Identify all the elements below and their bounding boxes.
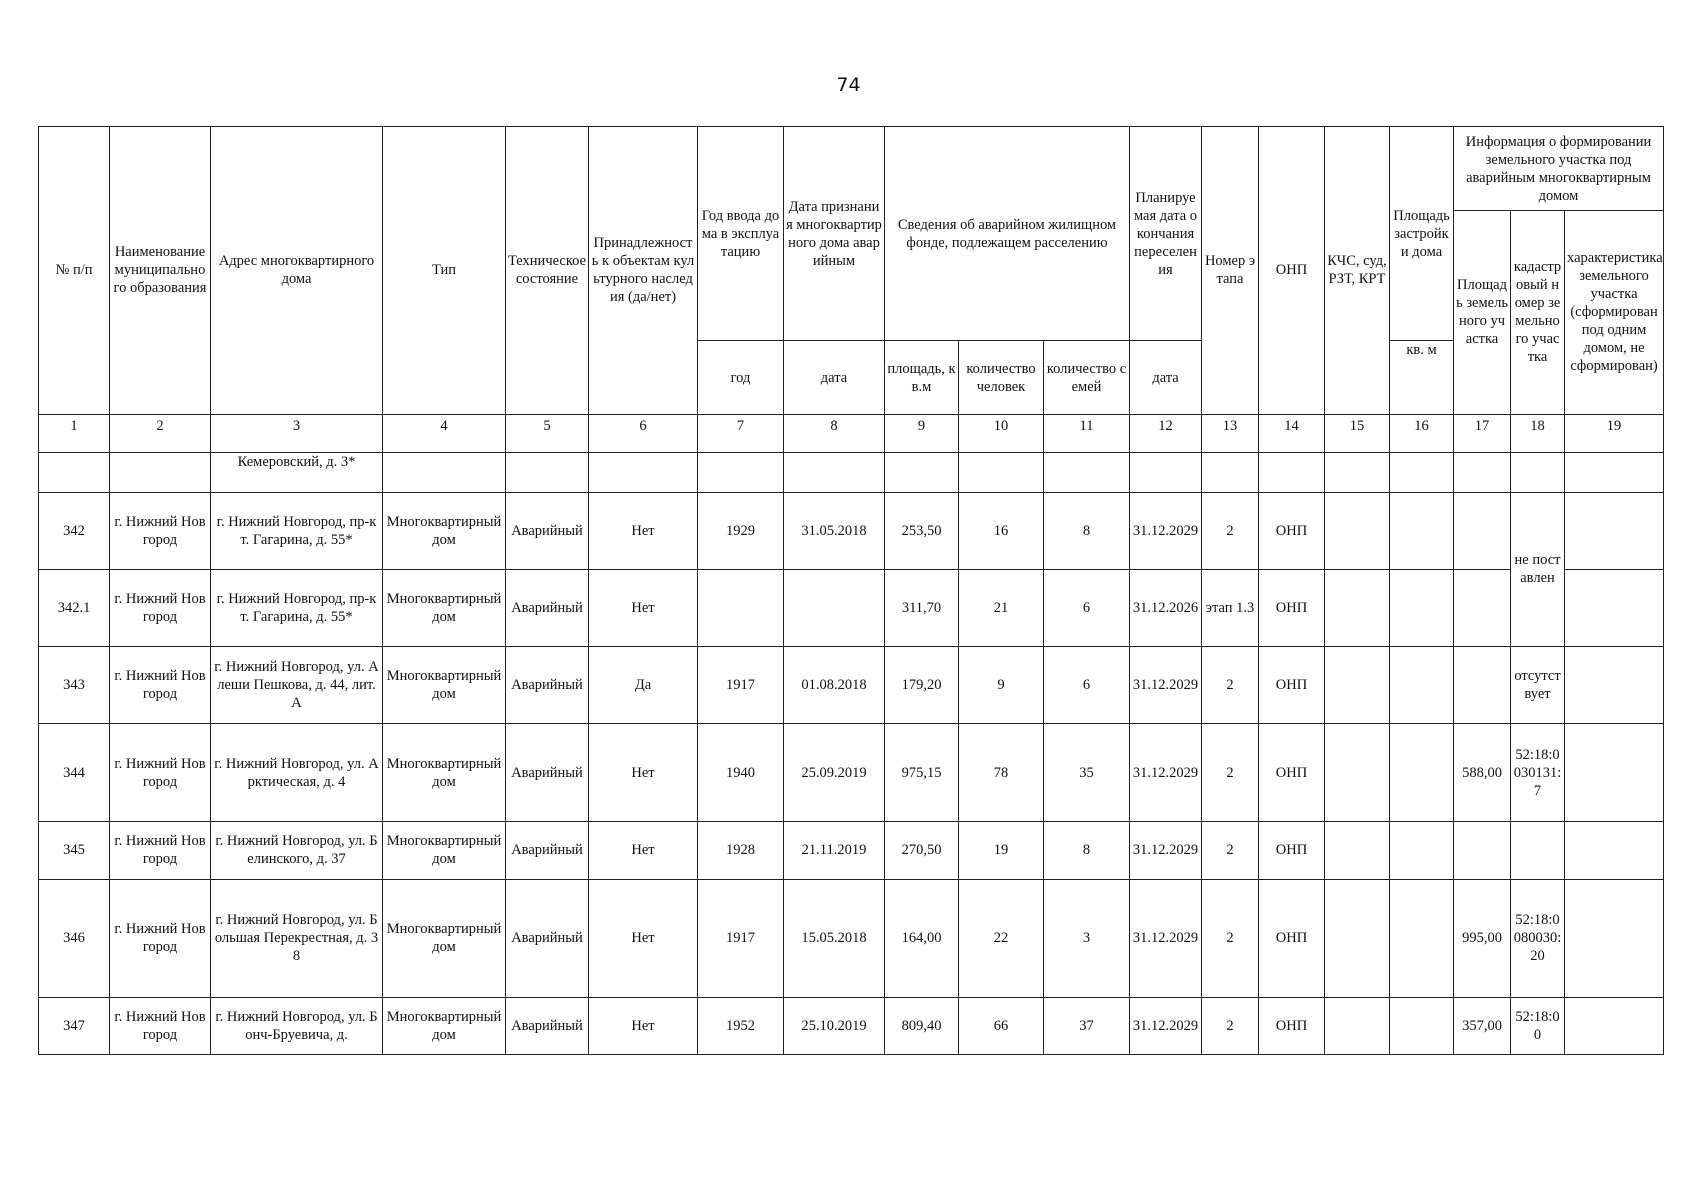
area-cell: 164,00 <box>885 879 959 997</box>
subheader-year: год <box>698 341 784 414</box>
stage-cell: 2 <box>1202 647 1259 724</box>
stage-cell: 2 <box>1202 492 1259 569</box>
people-cell: 78 <box>959 724 1044 822</box>
table-row <box>39 997 1664 1054</box>
type-cell: Многоквартирный дом <box>383 997 506 1054</box>
condition-cell: Аварийный <box>506 647 589 724</box>
table-row <box>39 569 1664 646</box>
families-cell: 35 <box>1044 724 1130 822</box>
people-cell: 9 <box>959 647 1044 724</box>
emergency-housing-table <box>38 126 1664 1055</box>
col-number: 7 <box>698 414 784 452</box>
stage-cell: этап 1.3 <box>1202 569 1259 646</box>
col-header-commission-year: Год ввода дома в эксплуатацию <box>698 127 784 341</box>
municipality-cell: г. Нижний Новгород <box>110 879 211 997</box>
onp-cell: ОНП <box>1259 647 1325 724</box>
condition-cell: Аварийный <box>506 724 589 822</box>
heritage-cell: Нет <box>589 822 698 879</box>
cadastral-cell: 52:18:0080030:20 <box>1511 879 1565 997</box>
subheader-people: количество человек <box>959 341 1044 414</box>
col-number: 19 <box>1565 414 1664 452</box>
date-cell <box>784 569 885 646</box>
col-header-planned-date: Планируемая дата окончания переселения <box>1130 127 1202 341</box>
row-number: 346 <box>39 879 110 997</box>
col-header-cadastral-number: кадастровый номер земельного участка <box>1511 211 1565 414</box>
onp-cell: ОНП <box>1259 724 1325 822</box>
municipality-cell: г. Нижний Новгород <box>110 997 211 1054</box>
col-number: 6 <box>589 414 698 452</box>
year-cell: 1940 <box>698 724 784 822</box>
address-cell: г. Нижний Новгород, ул. Большая Перекрестная, д. 38 <box>211 879 383 997</box>
row-number: 345 <box>39 822 110 879</box>
onp-cell: ОНП <box>1259 822 1325 879</box>
area-cell: 311,70 <box>885 569 959 646</box>
type-cell: Многоквартирный дом <box>383 822 506 879</box>
row-number: 347 <box>39 997 110 1054</box>
address-cell: г. Нижний Новгород, пр-кт. Гагарина, д. 55* <box>211 492 383 569</box>
col-header-land-characteristic: характеристика земельного участка (сформирован под одним домом, не сформирован) <box>1565 211 1664 414</box>
year-cell: 1952 <box>698 997 784 1054</box>
col-number: 15 <box>1325 414 1390 452</box>
row-number: 343 <box>39 647 110 724</box>
type-cell: Многоквартирный дом <box>383 569 506 646</box>
col-number: 4 <box>383 414 506 452</box>
table-row <box>39 492 1664 569</box>
table-row <box>39 647 1664 724</box>
col-header-building-area: Площадь застройки дома <box>1390 127 1454 341</box>
area-cell: 179,20 <box>885 647 959 724</box>
people-cell: 22 <box>959 879 1044 997</box>
row-number: 344 <box>39 724 110 822</box>
col-number: 10 <box>959 414 1044 452</box>
col-header-emergency-fund: Сведения об аварийном жилищном фонде, подлежащем расселению <box>885 127 1130 341</box>
col-number: 14 <box>1259 414 1325 452</box>
type-cell: Многоквартирный дом <box>383 647 506 724</box>
planned-date-cell: 31.12.2029 <box>1130 492 1202 569</box>
heritage-cell: Нет <box>589 569 698 646</box>
heritage-cell: Да <box>589 647 698 724</box>
planned-date-cell: 31.12.2029 <box>1130 822 1202 879</box>
col-number: 16 <box>1390 414 1454 452</box>
heritage-cell: Нет <box>589 724 698 822</box>
people-cell: 66 <box>959 997 1044 1054</box>
cadastral-cell: 52:18:0030131:7 <box>1511 724 1565 822</box>
col-header-land-plot-info: Информация о формировании земельного участка под аварийным многоквартирным домом <box>1454 127 1664 211</box>
subheader-families: количество семей <box>1044 341 1130 414</box>
col-header-kchs: КЧС, суд, РЗТ, КРТ <box>1325 127 1390 415</box>
type-cell: Многоквартирный дом <box>383 879 506 997</box>
address-cell: г. Нижний Новгород, ул. Бонч-Бруевича, д. <box>211 997 383 1054</box>
planned-date-cell: 31.12.2029 <box>1130 647 1202 724</box>
onp-cell: ОНП <box>1259 492 1325 569</box>
type-cell: Многоквартирный дом <box>383 492 506 569</box>
onp-cell: ОНП <box>1259 569 1325 646</box>
col-header-address: Адрес многоквартирного дома <box>211 127 383 415</box>
planned-date-cell: 31.12.2029 <box>1130 997 1202 1054</box>
year-cell: 1928 <box>698 822 784 879</box>
date-cell: 15.05.2018 <box>784 879 885 997</box>
land-area-cell: 588,00 <box>1454 724 1511 822</box>
planned-date-cell: 31.12.2026 <box>1130 569 1202 646</box>
date-cell: 31.05.2018 <box>784 492 885 569</box>
area-cell: 253,50 <box>885 492 959 569</box>
table-row <box>39 724 1664 822</box>
col-number: 12 <box>1130 414 1202 452</box>
col-number: 8 <box>784 414 885 452</box>
people-cell: 21 <box>959 569 1044 646</box>
col-header-municipality: Наименование муниципального образования <box>110 127 211 415</box>
col-header-onp: ОНП <box>1259 127 1325 415</box>
year-cell: 1917 <box>698 647 784 724</box>
families-cell: 6 <box>1044 569 1130 646</box>
col-number: 9 <box>885 414 959 452</box>
col-header-emergency-date: Дата признания многоквартирного дома аварийным <box>784 127 885 341</box>
col-header-type: Тип <box>383 127 506 415</box>
date-cell: 21.11.2019 <box>784 822 885 879</box>
condition-cell: Аварийный <box>506 822 589 879</box>
land-area-cell: 357,00 <box>1454 997 1511 1054</box>
year-cell: 1917 <box>698 879 784 997</box>
condition-cell: Аварийный <box>506 569 589 646</box>
heritage-cell: Нет <box>589 997 698 1054</box>
cadastral-cell: отсутствует <box>1511 647 1565 724</box>
municipality-cell: г. Нижний Новгород <box>110 822 211 879</box>
table-row <box>39 879 1664 997</box>
area-cell: 270,50 <box>885 822 959 879</box>
col-number: 3 <box>211 414 383 452</box>
year-cell <box>698 569 784 646</box>
cadastral-cell: 52:18:00 <box>1511 997 1565 1054</box>
type-cell: Многоквартирный дом <box>383 724 506 822</box>
page-number: 74 <box>836 74 861 96</box>
col-header-number: № п/п <box>39 127 110 415</box>
col-number: 1 <box>39 414 110 452</box>
onp-cell: ОНП <box>1259 879 1325 997</box>
col-number: 11 <box>1044 414 1130 452</box>
stage-cell: 2 <box>1202 997 1259 1054</box>
date-cell: 25.10.2019 <box>784 997 885 1054</box>
col-header-stage: Номер этапа <box>1202 127 1259 415</box>
subheader-date: дата <box>784 341 885 414</box>
area-cell: 975,15 <box>885 724 959 822</box>
families-cell: 3 <box>1044 879 1130 997</box>
cadastral-cell: не поставлен <box>1511 492 1565 646</box>
date-cell: 25.09.2019 <box>784 724 885 822</box>
col-header-heritage: Принадлежность к объектам культурного наследия (да/нет) <box>589 127 698 415</box>
planned-date-cell: 31.12.2029 <box>1130 879 1202 997</box>
condition-cell: Аварийный <box>506 997 589 1054</box>
row-number: 342 <box>39 492 110 569</box>
address-cell: г. Нижний Новгород, ул. Алеши Пешкова, д. 44, лит. А <box>211 647 383 724</box>
municipality-cell: г. Нижний Новгород <box>110 647 211 724</box>
heritage-cell: Нет <box>589 492 698 569</box>
stage-cell: 2 <box>1202 822 1259 879</box>
area-cell: 809,40 <box>885 997 959 1054</box>
people-cell: 19 <box>959 822 1044 879</box>
date-cell: 01.08.2018 <box>784 647 885 724</box>
families-cell: 37 <box>1044 997 1130 1054</box>
col-header-condition: Техническое состояние <box>506 127 589 415</box>
planned-date-cell: 31.12.2029 <box>1130 724 1202 822</box>
col-number: 13 <box>1202 414 1259 452</box>
subheader-planned-date: дата <box>1130 341 1202 414</box>
municipality-cell: г. Нижний Новгород <box>110 569 211 646</box>
stage-cell: 2 <box>1202 879 1259 997</box>
families-cell: 6 <box>1044 647 1130 724</box>
subheader-area: площадь, кв.м <box>885 341 959 414</box>
municipality-cell: г. Нижний Новгород <box>110 724 211 822</box>
table-row <box>39 822 1664 879</box>
families-cell: 8 <box>1044 492 1130 569</box>
address-cell: г. Нижний Новгород, пр-кт. Гагарина, д. 55* <box>211 569 383 646</box>
stage-cell: 2 <box>1202 724 1259 822</box>
condition-cell: Аварийный <box>506 879 589 997</box>
people-cell: 16 <box>959 492 1044 569</box>
col-header-land-area: Площадь земельного участка <box>1454 211 1511 414</box>
families-cell: 8 <box>1044 822 1130 879</box>
col-number: 18 <box>1511 414 1565 452</box>
heritage-cell: Нет <box>589 879 698 997</box>
address-cell: г. Нижний Новгород, ул. Арктическая, д. 4 <box>211 724 383 822</box>
address-cell: Кемеровский, д. 3* <box>211 452 383 492</box>
condition-cell: Аварийный <box>506 492 589 569</box>
col-number: 17 <box>1454 414 1511 452</box>
address-cell: г. Нижний Новгород, ул. Белинского, д. 37 <box>211 822 383 879</box>
subheader-sq-m: кв. м <box>1390 341 1454 414</box>
municipality-cell: г. Нижний Новгород <box>110 492 211 569</box>
year-cell: 1929 <box>698 492 784 569</box>
land-area-cell: 995,00 <box>1454 879 1511 997</box>
col-number: 5 <box>506 414 589 452</box>
row-number: 342.1 <box>39 569 110 646</box>
onp-cell: ОНП <box>1259 997 1325 1054</box>
col-number: 2 <box>110 414 211 452</box>
table-row <box>39 452 1664 492</box>
